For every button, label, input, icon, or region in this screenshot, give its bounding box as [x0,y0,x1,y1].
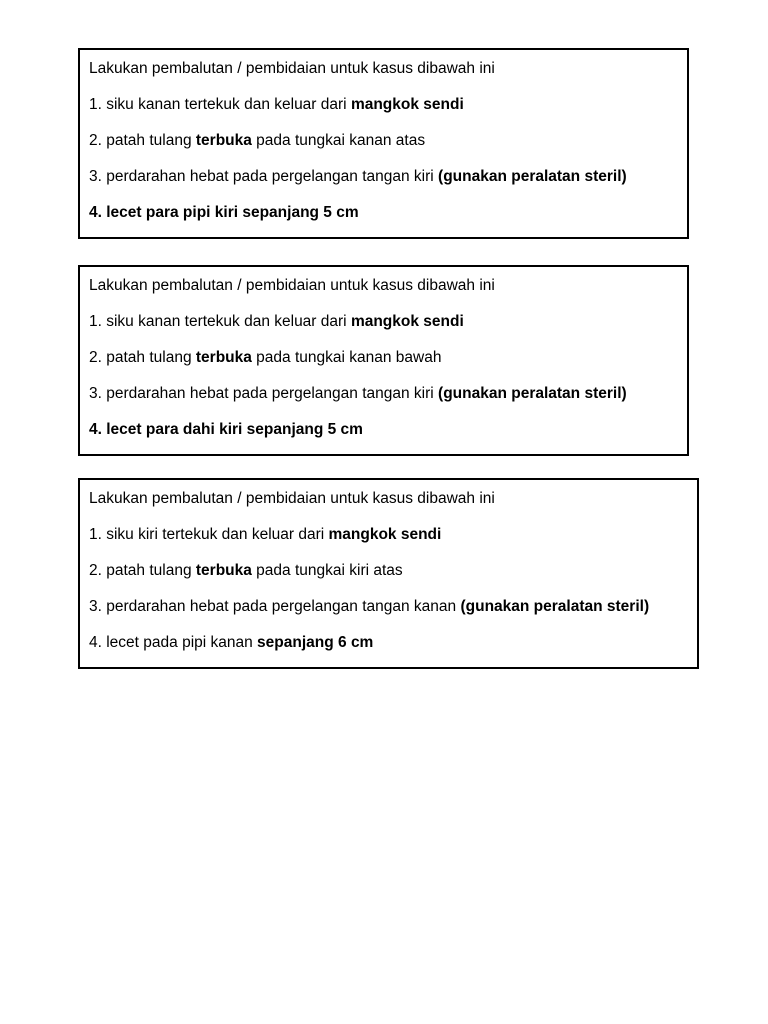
case-item-text: 2. patah tulang [89,349,196,366]
case-item-text: pada tungkai kiri atas [251,562,403,579]
case-item-text: pada tungkai kanan atas [251,132,426,149]
case-item-4 [89,420,679,440]
case-item-bold: sepanjang 6 cm [257,634,374,651]
case-item-2 [89,348,679,368]
case-item-bold: 4. lecet para dahi kiri sepanjang 5 cm [89,421,363,438]
case-item-bold: terbuka [195,562,252,579]
case-item-text: 2. patah tulang [89,562,196,579]
case-intro: Lakukan pembalutan / pembidaian untuk kasus dibawah ini [89,60,495,77]
case-item-text: 1. siku kiri tertekuk dan keluar dari [89,526,329,543]
case-item-bold: mangkok sendi [328,526,442,543]
case-box-1 [78,48,689,239]
case-item-bold: 4. lecet para pipi kiri sepanjang 5 cm [89,204,359,221]
case-item-1 [89,95,679,115]
case-box-2 [78,265,689,456]
case-item-text: 1. siku kanan tertekuk dan keluar dari [89,313,351,330]
case-item-3 [89,384,679,404]
case-item-text: pada tungkai kanan bawah [251,349,442,366]
case-item-2 [89,131,679,151]
case-item-text: 1. siku kanan tertekuk dan keluar dari [89,96,351,113]
case-item-bold: mangkok sendi [350,313,464,330]
case-item-3 [89,167,679,187]
case-item-text: 3. perdarahan hebat pada pergelangan tangan kiri [89,168,439,185]
case-item-bold: (gunakan peralatan steril) [438,168,627,185]
case-item-bold: (gunakan peralatan steril) [438,385,627,402]
case-intro: Lakukan pembalutan / pembidaian untuk kasus dibawah ini [89,277,495,294]
case-item-4 [89,203,679,223]
case-item-bold: terbuka [195,349,252,366]
case-intro: Lakukan pembalutan / pembidaian untuk kasus dibawah ini [89,490,495,507]
case-item-2 [89,561,689,581]
case-item-bold: terbuka [195,132,252,149]
case-item-bold: (gunakan peralatan steril) [460,598,650,615]
case-item-text: 3. perdarahan hebat pada pergelangan tangan kiri [89,385,439,402]
case-box-3 [78,478,699,669]
case-item-text: 2. patah tulang [89,132,196,149]
case-item-1 [89,312,679,332]
case-item-text: 3. perdarahan hebat pada pergelangan tangan kanan [89,598,461,615]
case-item-bold: mangkok sendi [350,96,464,113]
case-item-1 [89,525,689,545]
case-item-4 [89,633,689,653]
case-item-3 [89,597,689,617]
case-item-text: 4. lecet pada pipi kanan [89,634,258,651]
